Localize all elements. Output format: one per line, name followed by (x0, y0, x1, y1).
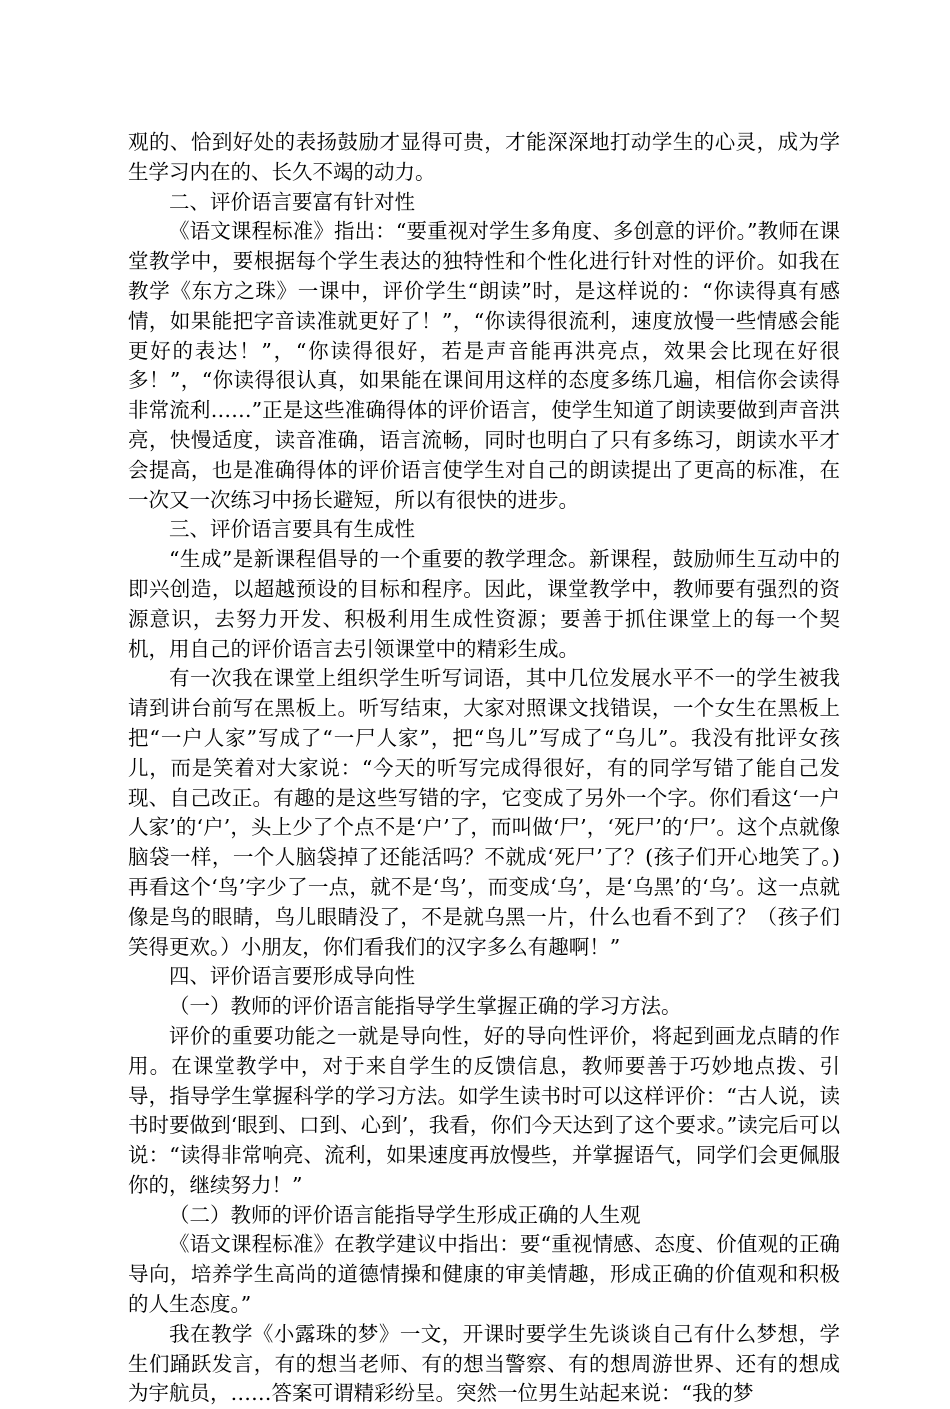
paragraph: 我在教学《小露珠的梦》一文，开课时要学生先谈谈自己有什么梦想，学生们踊跃发言，有的想当老师、有的想当警察、有的想周游世界、还有的想成为宇航员，……答案可谓精彩纷呈。突然一位男生站起来说：“我的梦 (128, 1321, 840, 1406)
paragraph: 《语文课程标准》在教学建议中指出：要“重视情感、态度、价值观的正确导向，培养学生高尚的道德情操和健康的审美情趣，形成正确的价值观和积极的人生态度。” (128, 1232, 840, 1317)
section-heading-3: 三、评价语言要具有生成性 (169, 517, 415, 542)
paragraph: 有一次我在课堂上组织学生听写词语，其中几位发展水平不一的学生被我请到讲台前写在黑板上。听写结束，大家对照课文找错误，一个女生在黑板上把“一户人家”写成了“一尸人家”，把“鸟儿”写成了“乌儿”。我没有批评女孩儿，而是笑着对大家说：“今天的听写完成得很好，有的同学写错了能自己发现、自己改正。有趣的是这些写错的字，它变成了另外一个字。你们看这‘一户人家’的‘户’，头上少了个点不是‘户’了，而叫做‘尸’，‘死尸’的‘尸’。这个点就像脑袋一样，一个人脑袋掉了还能活吗？不就成‘死尸’了？(孩子们开心地笑了。)再看这个‘鸟’字少了一点，就不是‘鸟’，而变成‘乌’，是‘乌黑’的‘乌’。这一点就像是鸟的眼睛，鸟儿眼睛没了，不是就乌黑一片，什么也看不到了？（孩子们笑得更欢。）小朋友，你们看我们的汉字多么有趣啊！” (128, 666, 840, 959)
paragraph-continued: 观的、恰到好处的表扬鼓励才显得可贵，才能深深地打动学生的心灵，成为学生学习内在的、长久不竭的动力。 (128, 130, 840, 184)
section-heading-4: 四、评价语言要形成导向性 (169, 964, 415, 989)
paragraph: “生成”是新课程倡导的一个重要的教学理念。新课程，鼓励师生互动中的即兴创造，以超越预设的目标和程序。因此，课堂教学中，教师要有强烈的资源意识，去努力开发、积极利用生成性资源；要善于抓住课堂上的每一个契机，用自己的评价语言去引领课堂中的精彩生成。 (128, 547, 840, 661)
section-heading-2: 二、评价语言要富有针对性 (169, 189, 415, 214)
paragraph: 评价的重要功能之一就是导向性，好的导向性评价，将起到画龙点睛的作用。在课堂教学中，对于来自学生的反馈信息，教师要善于巧妙地点拨、引导，指导学生掌握科学的学习方法。如学生读书时可以这样评价：“古人说，读书时要做到‘眼到、口到、心到’，我看，你们今天达到了这个要求。”读完后可以说：“读得非常响亮、流利，如果速度再放慢些，并掌握语气，同学们会更佩服你的，继续努力！” (128, 1023, 840, 1197)
paragraph: 《语文课程标准》指出：“要重视对学生多角度、多创意的评价。”教师在课堂教学中，要根据每个学生表达的独特性和个性化进行针对性的评价。如我在教学《东方之珠》一课中，评价学生“朗读”时，是这样说的：“你读得真有感情，如果能把字音读准就更好了！”，“你读得很流利，速度放慢一些情感会能更好的表达！”，“你读得很好，若是声音能再洪亮点，效果会比现在好很多！”，“你读得很认真，如果能在课间用这样的态度多练几遍，相信你会读得非常流利……”正是这些准确得体的评价语言，使学生知道了朗读要做到声音洪亮，快慢适度，读音准确，语言流畅，同时也明白了只有多练习，朗读水平才会提高，也是准确得体的评价语言使学生对自己的朗读提出了更高的标准，在一次又一次练习中扬长避短，所以有很快的进步。 (128, 219, 840, 512)
subsection-heading-2: （二）教师的评价语言能指导学生形成正确的人生观 (169, 1202, 641, 1227)
document-page (128, 128, 840, 1409)
subsection-heading-1: （一）教师的评价语言能指导学生掌握正确的学习方法。 (169, 994, 682, 1019)
